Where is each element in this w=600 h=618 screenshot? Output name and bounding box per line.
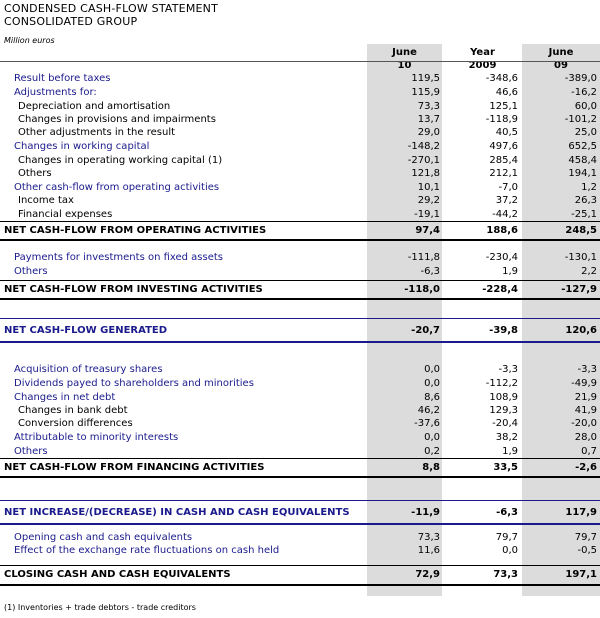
total-row: [0, 461, 600, 474]
row-label: Changes in bank debt: [18, 405, 128, 416]
separator-line: [0, 523, 600, 525]
row-value: 1,9: [502, 446, 518, 457]
row-label: Changes in operating working capital (1): [18, 155, 223, 166]
row-value: -6,3: [496, 507, 518, 518]
row-value: 72,9: [415, 569, 440, 580]
row-label: Acquisition of treasury shares: [14, 364, 163, 375]
row-value: -6,3: [420, 266, 440, 277]
row-value: 121,8: [411, 168, 440, 179]
row-value: -11,9: [411, 507, 440, 518]
row-value: 60,0: [574, 101, 597, 112]
row-value: 73,3: [493, 569, 518, 580]
separator-line: [0, 280, 600, 281]
row-value: -16,2: [571, 87, 597, 98]
total-row: [0, 324, 600, 337]
row-value: 25,0: [574, 127, 597, 138]
table-row: [0, 431, 600, 444]
row-value: 197,1: [565, 569, 597, 580]
row-value: 0,2: [424, 446, 440, 457]
table-row: [0, 544, 600, 557]
row-value: -3,3: [577, 364, 597, 375]
row-value: -118,0: [404, 284, 440, 295]
row-value: -20,0: [571, 418, 597, 429]
row-label: Conversion differences: [18, 418, 133, 429]
table-row: [0, 363, 600, 376]
separator-line: [0, 584, 600, 586]
row-value: 29,0: [417, 127, 440, 138]
row-value: -25,1: [571, 209, 597, 220]
row-value: 117,9: [565, 507, 597, 518]
table-row: [0, 72, 600, 85]
row-value: 11,6: [417, 545, 440, 556]
separator-line: [0, 318, 600, 319]
row-value: 212,1: [489, 168, 518, 179]
row-label: Income tax: [18, 195, 74, 206]
row-label: Depreciation and amortisation: [18, 101, 171, 112]
row-value: 0,0: [424, 364, 440, 375]
row-label: NET INCREASE/(DECREASE) IN CASH AND CASH EQUIVALENTS: [4, 507, 350, 518]
row-value: 1,2: [581, 182, 597, 193]
row-value: 119,5: [411, 73, 440, 84]
row-value: 46,6: [495, 87, 518, 98]
footnote: (1) Inventories + trade debtors - trade creditors: [4, 603, 196, 612]
row-value: 652,5: [568, 141, 597, 152]
separator-line: [0, 239, 600, 241]
row-value: 194,1: [568, 168, 597, 179]
col-header-june10: June 10: [392, 47, 417, 71]
row-value: 73,3: [417, 101, 440, 112]
row-value: -130,1: [564, 252, 597, 263]
row-value: 108,9: [489, 392, 518, 403]
separator-line: [0, 298, 600, 300]
row-value: 0,0: [424, 378, 440, 389]
row-value: 2,2: [581, 266, 597, 277]
table-row: [0, 181, 600, 194]
table-row: [0, 265, 600, 278]
table-row: [0, 377, 600, 390]
row-label: Opening cash and cash equivalents: [14, 532, 193, 543]
table-row: [0, 154, 600, 167]
row-value: 21,9: [574, 392, 597, 403]
row-value: -118,9: [485, 114, 518, 125]
row-value: -20,7: [411, 325, 440, 336]
table-row: [0, 417, 600, 430]
row-label: Financial expenses: [18, 209, 113, 220]
table-row: [0, 404, 600, 417]
col-header-june09: June 09: [548, 47, 574, 71]
row-value: -20,4: [492, 418, 518, 429]
col-header-year2009: Year 2009: [468, 47, 497, 71]
total-row: [0, 283, 600, 296]
row-value: 8,6: [424, 392, 440, 403]
row-value: -39,8: [489, 325, 518, 336]
table-row: [0, 113, 600, 126]
table-row: [0, 86, 600, 99]
table-row: [0, 167, 600, 180]
row-value: 497,6: [489, 141, 518, 152]
separator-line: [0, 500, 600, 501]
row-value: 40,5: [495, 127, 518, 138]
row-value: -2,6: [575, 462, 597, 473]
table-row: [0, 140, 600, 153]
row-label: Changes in working capital: [14, 141, 150, 152]
row-value: 73,3: [417, 532, 440, 543]
row-label: Adjustments for:: [14, 87, 97, 98]
row-value: -148,2: [407, 141, 440, 152]
row-label: Result before taxes: [14, 73, 111, 84]
row-value: 115,9: [411, 87, 440, 98]
separator-line: [0, 221, 600, 222]
unit-label: Million euros: [4, 36, 55, 45]
row-value: 129,3: [489, 405, 518, 416]
row-value: -3,3: [498, 364, 518, 375]
row-value: 248,5: [565, 225, 597, 236]
row-label: CLOSING CASH AND CASH EQUIVALENTS: [4, 569, 231, 580]
table-row: [0, 445, 600, 458]
row-value: 10,1: [417, 182, 440, 193]
row-label: Other cash-flow from operating activities: [14, 182, 220, 193]
row-label: NET CASH-FLOW FROM FINANCING ACTIVITIES: [4, 462, 265, 473]
row-value: -37,6: [414, 418, 440, 429]
row-value: 1,9: [502, 266, 518, 277]
row-value: -112,2: [485, 378, 518, 389]
row-value: 188,6: [486, 225, 518, 236]
row-value: 33,5: [493, 462, 518, 473]
separator-line: [0, 476, 600, 478]
row-value: -49,9: [571, 378, 597, 389]
table-row: [0, 531, 600, 544]
table-row: [0, 100, 600, 113]
row-label: NET CASH-FLOW FROM OPERATING ACTIVITIES: [4, 225, 267, 236]
row-label: Payments for investments on fixed assets: [14, 252, 224, 263]
row-value: -101,2: [564, 114, 597, 125]
table-row: [0, 251, 600, 264]
row-label: Others: [14, 446, 48, 457]
total-row: [0, 568, 600, 581]
row-value: 26,3: [574, 195, 597, 206]
row-label: Changes in net debt: [14, 392, 116, 403]
row-label: Others: [18, 168, 52, 179]
separator-line: [0, 341, 600, 343]
statement-subtitle: CONSOLIDATED GROUP: [4, 15, 138, 28]
row-label: Others: [14, 266, 48, 277]
total-row: [0, 506, 600, 519]
separator-line: [0, 61, 600, 62]
row-value: 97,4: [415, 225, 440, 236]
row-value: 79,7: [574, 532, 597, 543]
row-value: 120,6: [565, 325, 597, 336]
separator-line: [0, 458, 600, 459]
total-row: [0, 224, 600, 237]
row-label: Changes in provisions and impairments: [18, 114, 216, 125]
row-value: -127,9: [561, 284, 597, 295]
row-value: 29,2: [417, 195, 440, 206]
statement-title: CONDENSED CASH-FLOW STATEMENT: [4, 2, 219, 15]
row-value: -111,8: [407, 252, 440, 263]
row-value: 41,9: [574, 405, 597, 416]
row-value: 125,1: [489, 101, 518, 112]
row-value: 8,8: [422, 462, 440, 473]
separator-line: [0, 565, 600, 566]
row-value: 46,2: [417, 405, 440, 416]
row-value: -389,0: [564, 73, 597, 84]
row-value: 28,0: [574, 432, 597, 443]
row-value: 38,2: [495, 432, 518, 443]
row-value: 0,0: [424, 432, 440, 443]
row-value: 458,4: [568, 155, 597, 166]
table-row: [0, 391, 600, 404]
row-label: NET CASH-FLOW GENERATED: [4, 325, 168, 336]
row-value: -7,0: [498, 182, 518, 193]
row-value: -270,1: [407, 155, 440, 166]
row-value: -228,4: [482, 284, 518, 295]
table-row: [0, 194, 600, 207]
row-value: 37,2: [495, 195, 518, 206]
row-label: Attributable to minority interests: [14, 432, 179, 443]
row-value: -0,5: [577, 545, 597, 556]
row-value: 0,0: [502, 545, 518, 556]
row-value: 285,4: [489, 155, 518, 166]
row-label: Dividends payed to shareholders and minorities: [14, 378, 254, 389]
row-label: Effect of the exchange rate fluctuations on cash held: [14, 545, 280, 556]
row-value: 79,7: [495, 532, 518, 543]
row-value: 13,7: [417, 114, 440, 125]
row-label: NET CASH-FLOW FROM INVESTING ACTIVITIES: [4, 284, 263, 295]
row-label: Other adjustments in the result: [18, 127, 176, 138]
table-row: [0, 208, 600, 221]
row-value: -44,2: [492, 209, 518, 220]
row-value: -348,6: [485, 73, 518, 84]
row-value: -19,1: [414, 209, 440, 220]
table-row: [0, 126, 600, 139]
row-value: -230,4: [485, 252, 518, 263]
row-value: 0,7: [581, 446, 597, 457]
